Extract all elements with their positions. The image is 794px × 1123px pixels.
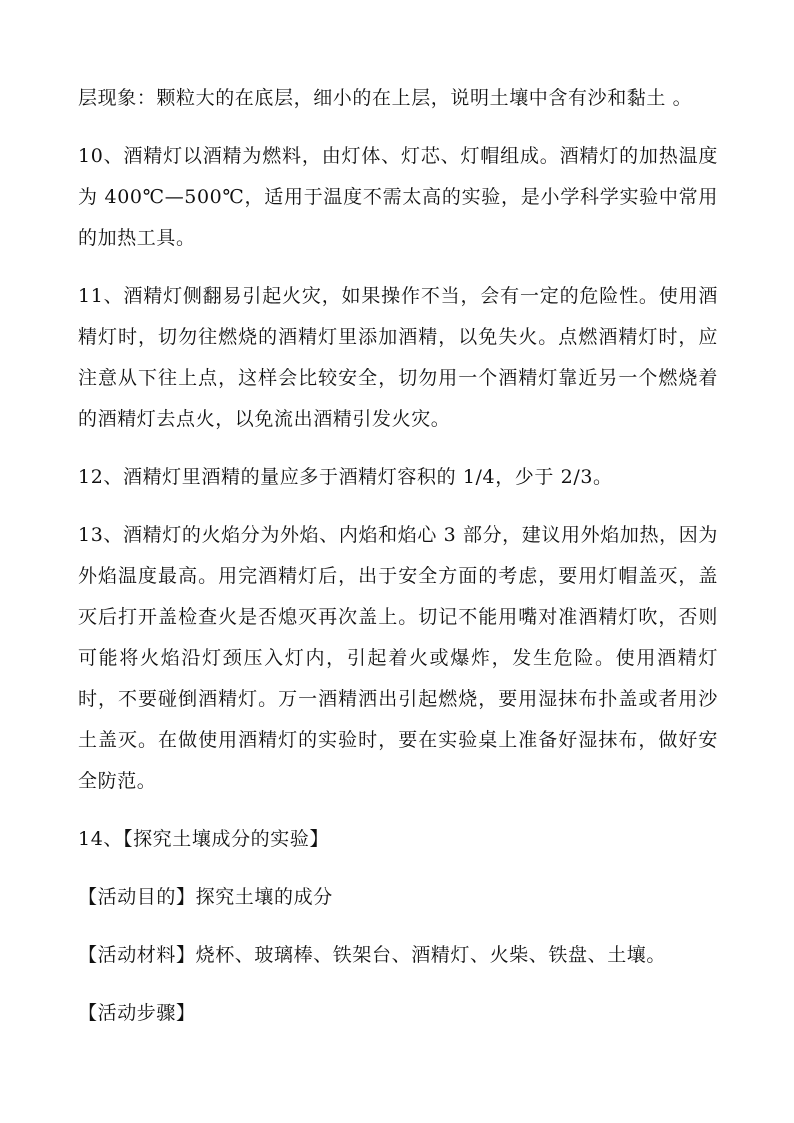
activity-steps: 【活动步骤】 — [78, 1002, 196, 1024]
activity-purpose: 【活动目的】探究土壤的成分 — [78, 886, 333, 908]
paragraph-item-10: 10、酒精灯以酒精为燃料，由灯体、灯芯、灯帽组成。酒精灯的加热温度为 400℃—500℃，适用于温度不需太高的实验，是小学科学实验中常用的加热工具。 — [78, 145, 718, 249]
paragraph-item-13: 13、酒精灯的火焰分为外焰、内焰和焰心 3 部分，建议用外焰加热，因为外焰温度最高。用完酒精灯后，出于安全方面的考虑，要用灯帽盖灭，盖灭后打开盖检查火是否熄灭再次盖上。切记不能用嘴对准酒精灯吹，否则可能将火焰沿灯颈压入灯内，引起着火或爆炸，发生危险。使用酒精灯时，不要碰倒酒精灯。万一酒精洒出引起燃烧，要用湿抹布扑盖或者用沙土盖灭。在做使用酒精灯的实验时，要在实验桌上准备好湿抹布，做好安全防范。 — [78, 524, 718, 792]
heading-item-14: 14、【探究土壤成分的实验】 — [78, 828, 330, 850]
document-body — [78, 78, 718, 1051]
paragraph-soil-layers: 层现象：颗粒大的在底层，细小的在上层，说明土壤中含有沙和黏土 。 — [78, 87, 693, 109]
activity-materials: 【活动材料】烧杯、玻璃棒、铁架台、酒精灯、火柴、铁盘、土壤。 — [78, 944, 667, 966]
paragraph-item-11: 11、酒精灯侧翻易引起火灾，如果操作不当，会有一定的危险性。使用酒精灯时，切勿往燃烧的酒精灯里添加酒精，以免失火。点燃酒精灯时，应注意从下往上点，这样会比较安全，切勿用一个酒精灯靠近另一个燃烧着的酒精灯去点火，以免流出酒精引发火灾。 — [78, 285, 718, 430]
paragraph-item-12: 12、酒精灯里酒精的量应多于酒精灯容积的 1/4，少于 2/3。 — [78, 466, 613, 488]
